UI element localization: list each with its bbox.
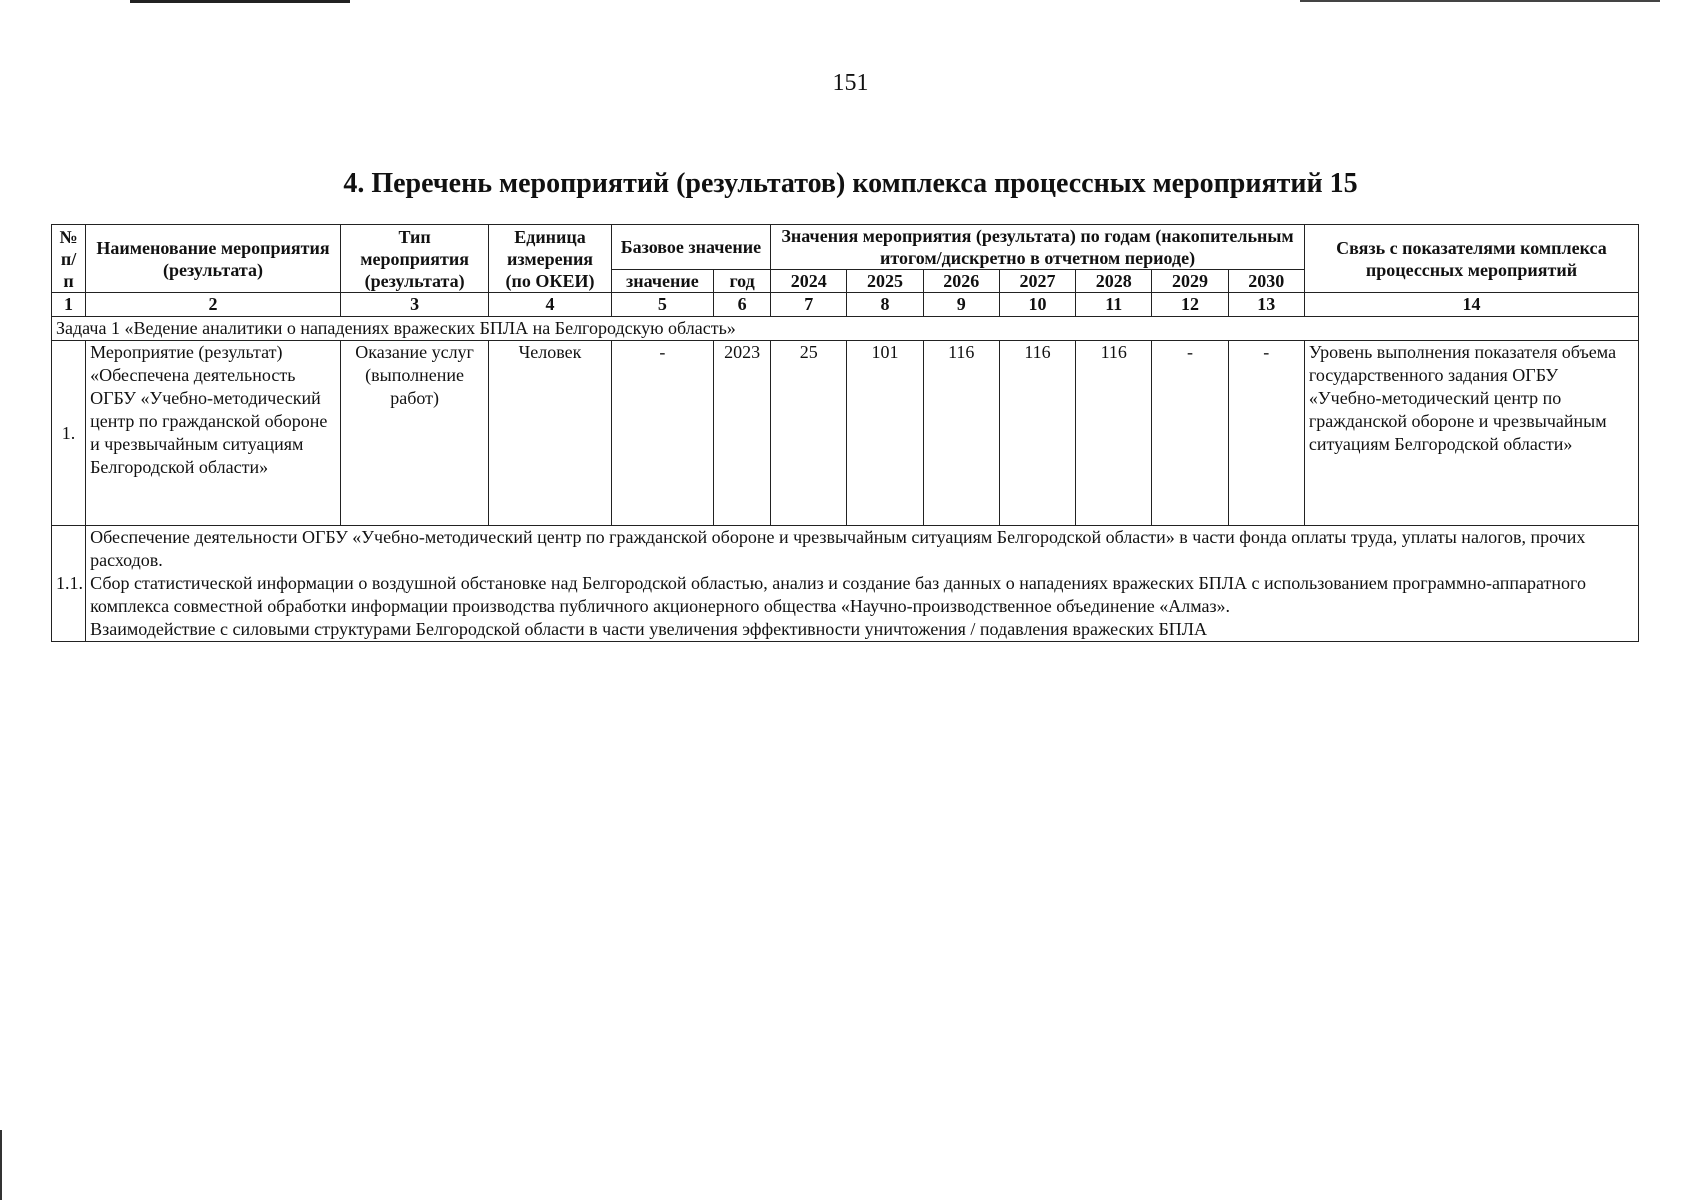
header-year-2025: 2025 bbox=[847, 270, 923, 293]
column-number: 1 bbox=[52, 293, 86, 317]
column-number-row bbox=[52, 293, 1639, 317]
row-type: Оказание услуг (выполнение работ) bbox=[340, 341, 488, 526]
column-number: 10 bbox=[999, 293, 1075, 317]
column-number: 2 bbox=[86, 293, 341, 317]
scan-top-rule-right bbox=[1300, 0, 1660, 2]
header-base-value: значение bbox=[611, 270, 713, 293]
header-num: № п/п bbox=[52, 225, 86, 293]
column-number: 8 bbox=[847, 293, 923, 317]
header-name: Наименование мероприятия (результата) bbox=[86, 225, 341, 293]
header-year-2024: 2024 bbox=[771, 270, 847, 293]
scan-left-edge bbox=[0, 1130, 2, 1200]
column-number: 5 bbox=[611, 293, 713, 317]
column-number: 11 bbox=[1076, 293, 1152, 317]
header-unit: Единица измерения (по ОКЕИ) bbox=[489, 225, 611, 293]
header-year-2029: 2029 bbox=[1152, 270, 1228, 293]
row-value-2030: - bbox=[1228, 341, 1304, 526]
row-num: 1. bbox=[52, 341, 86, 526]
header-base-year: год bbox=[714, 270, 771, 293]
scan-top-rule-left bbox=[130, 0, 350, 3]
header-year-2026: 2026 bbox=[923, 270, 999, 293]
detail-num: 1.1. bbox=[52, 526, 86, 642]
column-number: 4 bbox=[489, 293, 611, 317]
header-year-2027: 2027 bbox=[999, 270, 1075, 293]
events-table bbox=[51, 224, 1639, 642]
row-unit: Человек bbox=[489, 341, 611, 526]
task-row bbox=[52, 317, 1639, 341]
header-year-2030: 2030 bbox=[1228, 270, 1304, 293]
table-row bbox=[52, 341, 1639, 526]
row-base-year: 2023 bbox=[714, 341, 771, 526]
column-number: 3 bbox=[340, 293, 488, 317]
table-row-detail bbox=[52, 526, 1639, 642]
header-base: Базовое значение bbox=[611, 225, 770, 270]
row-base-value: - bbox=[611, 341, 713, 526]
row-link: Уровень выполнения показателя объема государственного задания ОГБУ «Учебно-методический центр по гражданской обороне и чрезвычайным ситуациям Белгородской области» bbox=[1304, 341, 1638, 526]
row-value-2024: 25 bbox=[771, 341, 847, 526]
column-number: 13 bbox=[1228, 293, 1304, 317]
detail-line: Сбор статистической информации о воздушной обстановке над Белгородской областью, анализ и создание баз данных о нападениях вражеских БПЛА с использованием программно-аппаратного комплекса совместной обработки информации производства публичного акционерного общества «Научно-производственное объединение «Алмаз». bbox=[90, 573, 1586, 616]
header-year-2028: 2028 bbox=[1076, 270, 1152, 293]
detail-text bbox=[86, 526, 1639, 642]
row-name: Мероприятие (результат) «Обеспечена деятельность ОГБУ «Учебно-методический центр по гражданской обороне и чрезвычайным ситуациям Белгородской области» bbox=[86, 341, 341, 526]
column-number: 9 bbox=[923, 293, 999, 317]
row-value-2029: - bbox=[1152, 341, 1228, 526]
header-type: Тип мероприятия (результата) bbox=[340, 225, 488, 293]
column-number: 12 bbox=[1152, 293, 1228, 317]
detail-line: Обеспечение деятельности ОГБУ «Учебно-методический центр по гражданской обороне и чрезвычайным ситуациям Белгородской области» в части фонда оплаты труда, уплаты налогов, прочих расходов. bbox=[90, 527, 1586, 570]
column-number: 14 bbox=[1304, 293, 1638, 317]
column-number: 6 bbox=[714, 293, 771, 317]
row-value-2028: 116 bbox=[1076, 341, 1152, 526]
page-title: 4. Перечень мероприятий (результатов) комплекса процессных мероприятий 15 bbox=[343, 168, 1358, 199]
header-values-group: Значения мероприятия (результата) по годам (накопительным итогом/дискретно в отчетном периоде) bbox=[771, 225, 1305, 270]
detail-line: Взаимодействие с силовыми структурами Белгородской области в части увеличения эффективности уничтожения / подавления вражеских БПЛА bbox=[90, 619, 1207, 639]
row-value-2026: 116 bbox=[923, 341, 999, 526]
column-number: 7 bbox=[771, 293, 847, 317]
row-value-2027: 116 bbox=[999, 341, 1075, 526]
task-title: Задача 1 «Ведение аналитики о нападениях вражеских БПЛА на Белгородскую область» bbox=[52, 317, 1639, 341]
row-value-2025: 101 bbox=[847, 341, 923, 526]
page-number: 151 bbox=[832, 70, 869, 96]
header-link: Связь с показателями комплекса процессных мероприятий bbox=[1304, 225, 1638, 293]
